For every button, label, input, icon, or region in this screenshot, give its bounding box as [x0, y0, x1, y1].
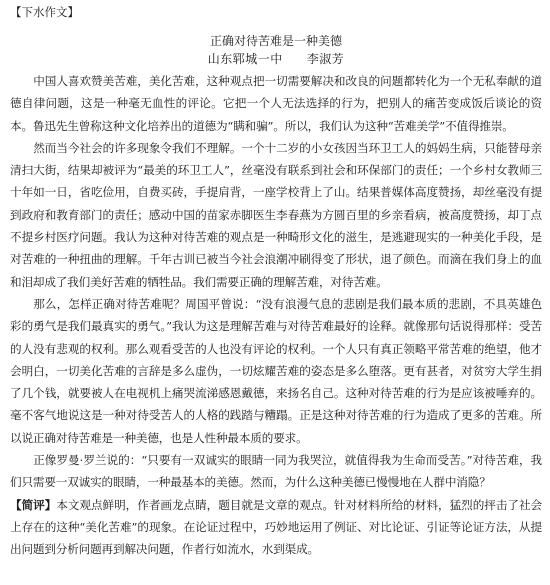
article-byline — [10, 50, 542, 70]
review-label: 【简评】 — [10, 497, 57, 512]
paragraph-3: 那么，怎样正确对待苦难呢？周国平曾说：“没有浪漫气息的悲剧是我们最本质的悲剧，不具英雄色彩的勇气是我们最真实的勇气。”我认为这是理解苦难与对待苦难最好的诠释。就像那句话说得那样：受苦的人没有悲观的权利。那么观看受苦的人也没有评论的权利。一个人只有真正领略平常苦难的绝望，他才会明白，一切美化苦难的言辞是多么虚伪，一切炫耀苦难的姿态是多么堕落。更有甚者，对贫穷大学生捐了几个钱，就要被人在电视机上痛哭流涕感恩戴德，来扬名自己。这种对待苦难的行为是应该被唾弃的。毫不客气地说这是一种对待受苦人的人格的践踏与糟蹋。正是这种对待苦难的行为造成了更多的苦难。所以说正确对待苦难是一种美德，也是人性种最本质的要求。 — [10, 296, 542, 445]
author-school: 山东郓城一中 — [207, 52, 283, 66]
paragraph-1: 中国人喜欢赞美苦难，美化苦难，这种观点把一切需要解决和改良的问题都转化为一个无私奉献的道德自律问题，这是一种毫无血性的评论。它把一个人无法选择的行为，把别人的痛苦变成饭后谈论的资本。鲁迅先生曾称这种文化培养出的道德为“瞒和骗”。所以，我们认为这种“苦难美学”不值得推崇。 — [10, 74, 542, 133]
section-tag: 【下水作文】 — [10, 5, 79, 19]
review-text: 本文观点鲜明，作者画龙点睛，题目就是文章的观点。针对材料所给的材料，猛烈的抨击了社会上存在的这种“美化苦难”的现象。在论证过程中，巧妙地运用了例证、对比论证、引证等论证方法，从提出问题到分析问题再到解决问题，作者行如流水，水到渠成。 — [10, 497, 542, 557]
review-paragraph — [10, 494, 542, 561]
paragraph-4: 正像罗曼·罗兰说的：“只要有一双诚实的眼睛一同为我哭泣，就值得我为生命而受苦。”对待苦难，我们只需要一双诚实的眼睛，一种最基本的美德。然而，为什么这种美德已慢慢地在人群中消隐？ — [10, 453, 542, 490]
article-title: 正确对待苦难是一种美德 — [209, 34, 342, 48]
paragraph-2: 然而当今社会的许多现象令我们不理解。一个十二岁的小女孩因当环卫工人的妈妈生病，只能替母亲清扫大街，结果却被评为“最美的环卫工人”，丝毫没有联系到社会和环保部门的责任；一个乡村女教师三十年如一日，省吃俭用，自费买砖，手提肩背，一座学校背上了山。结果普媒体高度赞扬，却丝毫没有提到政府和教育部门的责任；感动中国的苗家赤脚医生李春燕为方圆百里的乡亲看病，被高度赞扬，却丁点不提乡村医疗问题。我认为这种对待苦难的观点是一种畸形文化的滋生，是逃避现实的一种美化手段，是对苦难的一种扭曲的理解。千年古训已被当今社会浪潮冲刷得变了形状，退了颜色。而滴在我们身上的血和泪却成了我们美好苦难的牺牲品。我们需要正确的理解苦难，对待苦难。 — [10, 140, 542, 289]
author-name: 李淑芳 — [306, 52, 345, 66]
